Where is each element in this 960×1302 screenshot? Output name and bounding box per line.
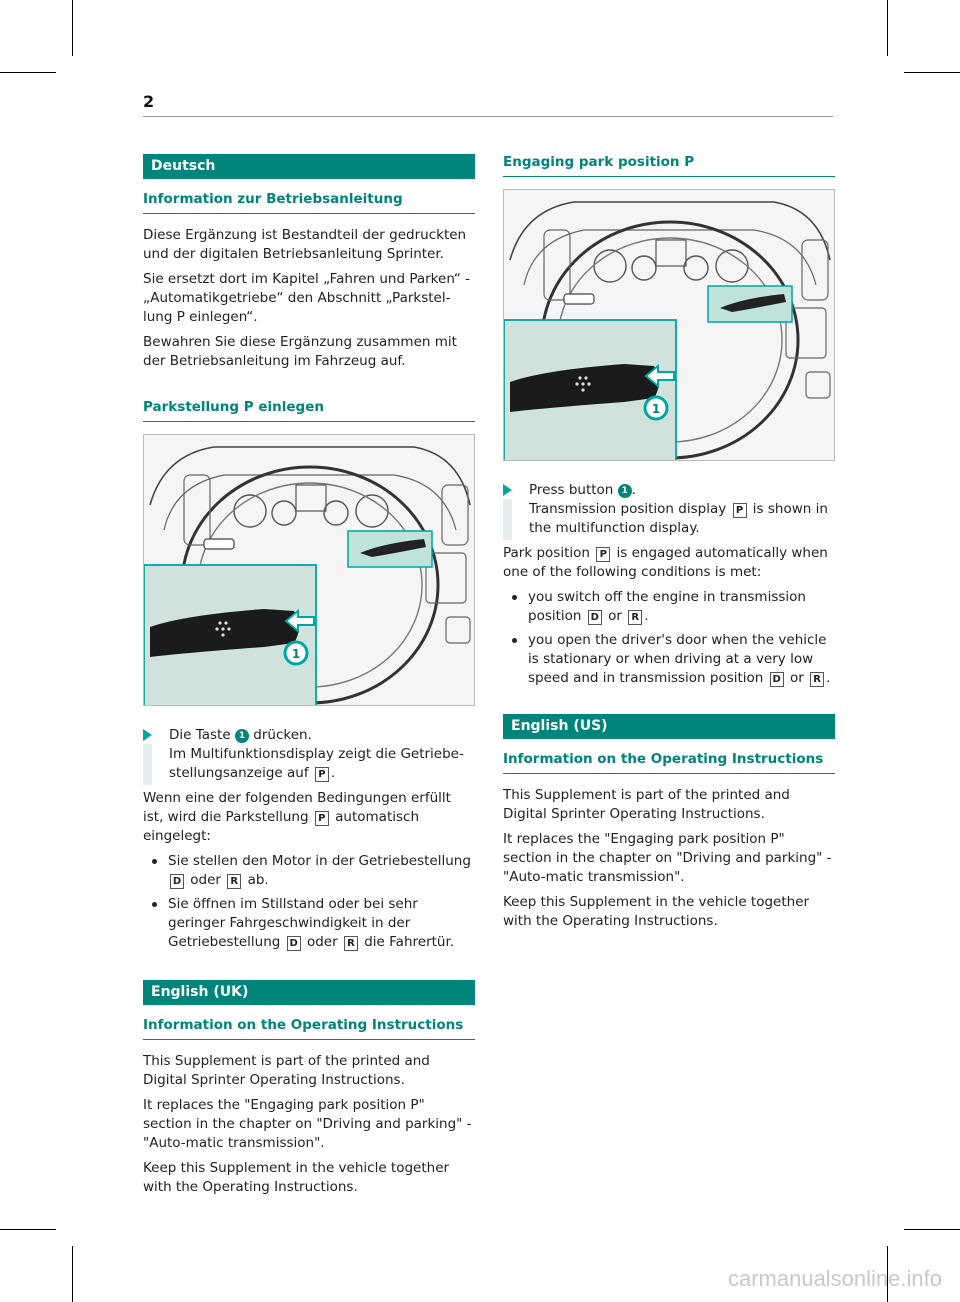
steering-wheel-illustration xyxy=(504,190,835,461)
condition-list xyxy=(503,588,835,688)
step-arrow-icon xyxy=(143,729,152,741)
gear-r-icon: R xyxy=(810,672,824,687)
paragraph: Sie ersetzt dort im Kapitel „Fahren und Parken“ - „Automatikgetriebe“ den Abschnitt „Parkstel-lung P einlegen“. xyxy=(143,271,471,325)
watermark: carmanualsonline.info xyxy=(727,1266,942,1291)
page-number: 2 xyxy=(143,92,155,111)
paragraph: It replaces the "Engaging park position P" section in the chapter on "Driving and parking" - "Auto-matic transmission". xyxy=(503,831,832,885)
list-item: you open the driver's door when the vehicle is stationary or when driving at a very low speed and in transmission position D or R . xyxy=(503,631,835,688)
section-title-park-en: Engaging park position P xyxy=(503,154,835,177)
gear-p-icon: P xyxy=(596,547,610,562)
crop-mark xyxy=(72,1246,73,1302)
paragraph: Keep this Supplement in the vehicle together with the Operating Instructions. xyxy=(143,1160,450,1195)
figure-callout-1: 1 xyxy=(291,647,301,661)
section-title-park-de: Parkstellung P einlegen xyxy=(143,399,475,422)
lang-heading-uk: English (UK) xyxy=(143,980,475,1005)
callout-number-icon: 1 xyxy=(235,729,249,743)
gear-r-icon: R xyxy=(628,610,642,625)
gear-d-icon: D xyxy=(770,672,784,687)
lang-heading-de: Deutsch xyxy=(143,154,475,179)
gear-p-icon: P xyxy=(733,503,747,518)
steering-wheel-illustration xyxy=(144,435,475,706)
condition-list xyxy=(143,852,475,952)
section-title-info-de: Information zur Betriebsanleitung xyxy=(143,191,475,214)
lang-heading-us: English (US) xyxy=(503,714,835,739)
gear-d-icon: D xyxy=(287,936,301,951)
section-title-info-uk: Information on the Operating Instructions xyxy=(143,1017,475,1040)
section-title-info-us: Information on the Operating Instructions xyxy=(503,751,835,774)
crop-mark xyxy=(904,72,960,73)
paragraph: Keep this Supplement in the vehicle together with the Operating Instructions. xyxy=(503,894,810,929)
paragraph: Bewahren Sie diese Ergänzung zusammen mit der Betriebsanleitung im Fahrzeug auf. xyxy=(143,334,457,369)
paragraph: This Supplement is part of the printed and Digital Sprinter Operating Instructions. xyxy=(503,787,790,822)
left-column xyxy=(143,154,475,1203)
right-column xyxy=(503,154,835,937)
gear-p-icon: P xyxy=(315,767,329,782)
step-arrow-icon xyxy=(503,484,512,496)
gear-d-icon: D xyxy=(170,874,184,889)
gear-d-icon: D xyxy=(588,610,602,625)
instruction-step-de: Die Taste 1 drücken. Im Multifunktionsdisplay zeigt die Getriebe-stellungsanzeige auf P . xyxy=(143,726,475,783)
list-item: Sie öffnen im Stillstand oder bei sehr geringer Fahrgeschwindigkeit in der Getriebestellung D oder R die Fahrertür. xyxy=(143,895,475,952)
instruction-step-en: Press button 1 . Transmission position display P is shown in the multifunction display. xyxy=(503,481,835,538)
gear-r-icon: R xyxy=(344,936,358,951)
crop-mark xyxy=(887,0,888,56)
crop-mark xyxy=(0,1229,56,1230)
paragraph: Wenn eine der folgenden Bedingungen erfüllt ist, wird die Parkstellung P automatisch eingelegt: xyxy=(143,790,451,844)
figure-callout-1: 1 xyxy=(651,402,661,416)
gear-r-icon: R xyxy=(227,874,241,889)
steering-wheel-figure xyxy=(143,434,475,706)
paragraph: Diese Ergänzung ist Bestandteil der gedruckten und der digitalen Betriebsanleitung Sprinter. xyxy=(143,227,467,262)
steering-wheel-figure xyxy=(503,189,835,461)
paragraph: It replaces the "Engaging park position P" section in the chapter on "Driving and parking" - "Auto-matic transmission". xyxy=(143,1097,472,1151)
crop-mark xyxy=(0,72,56,73)
gear-p-icon: P xyxy=(315,811,329,826)
paragraph: This Supplement is part of the printed and Digital Sprinter Operating Instructions. xyxy=(143,1053,430,1088)
list-item: you switch off the engine in transmission position D or R . xyxy=(503,588,835,626)
list-item: Sie stellen den Motor in der Getriebestellung D oder R ab. xyxy=(143,852,475,890)
callout-number-icon: 1 xyxy=(618,484,632,498)
crop-mark xyxy=(904,1229,960,1230)
crop-mark xyxy=(72,0,73,56)
header-rule xyxy=(143,116,833,117)
paragraph: Park position P is engaged automatically when one of the following conditions is met: xyxy=(503,545,828,580)
